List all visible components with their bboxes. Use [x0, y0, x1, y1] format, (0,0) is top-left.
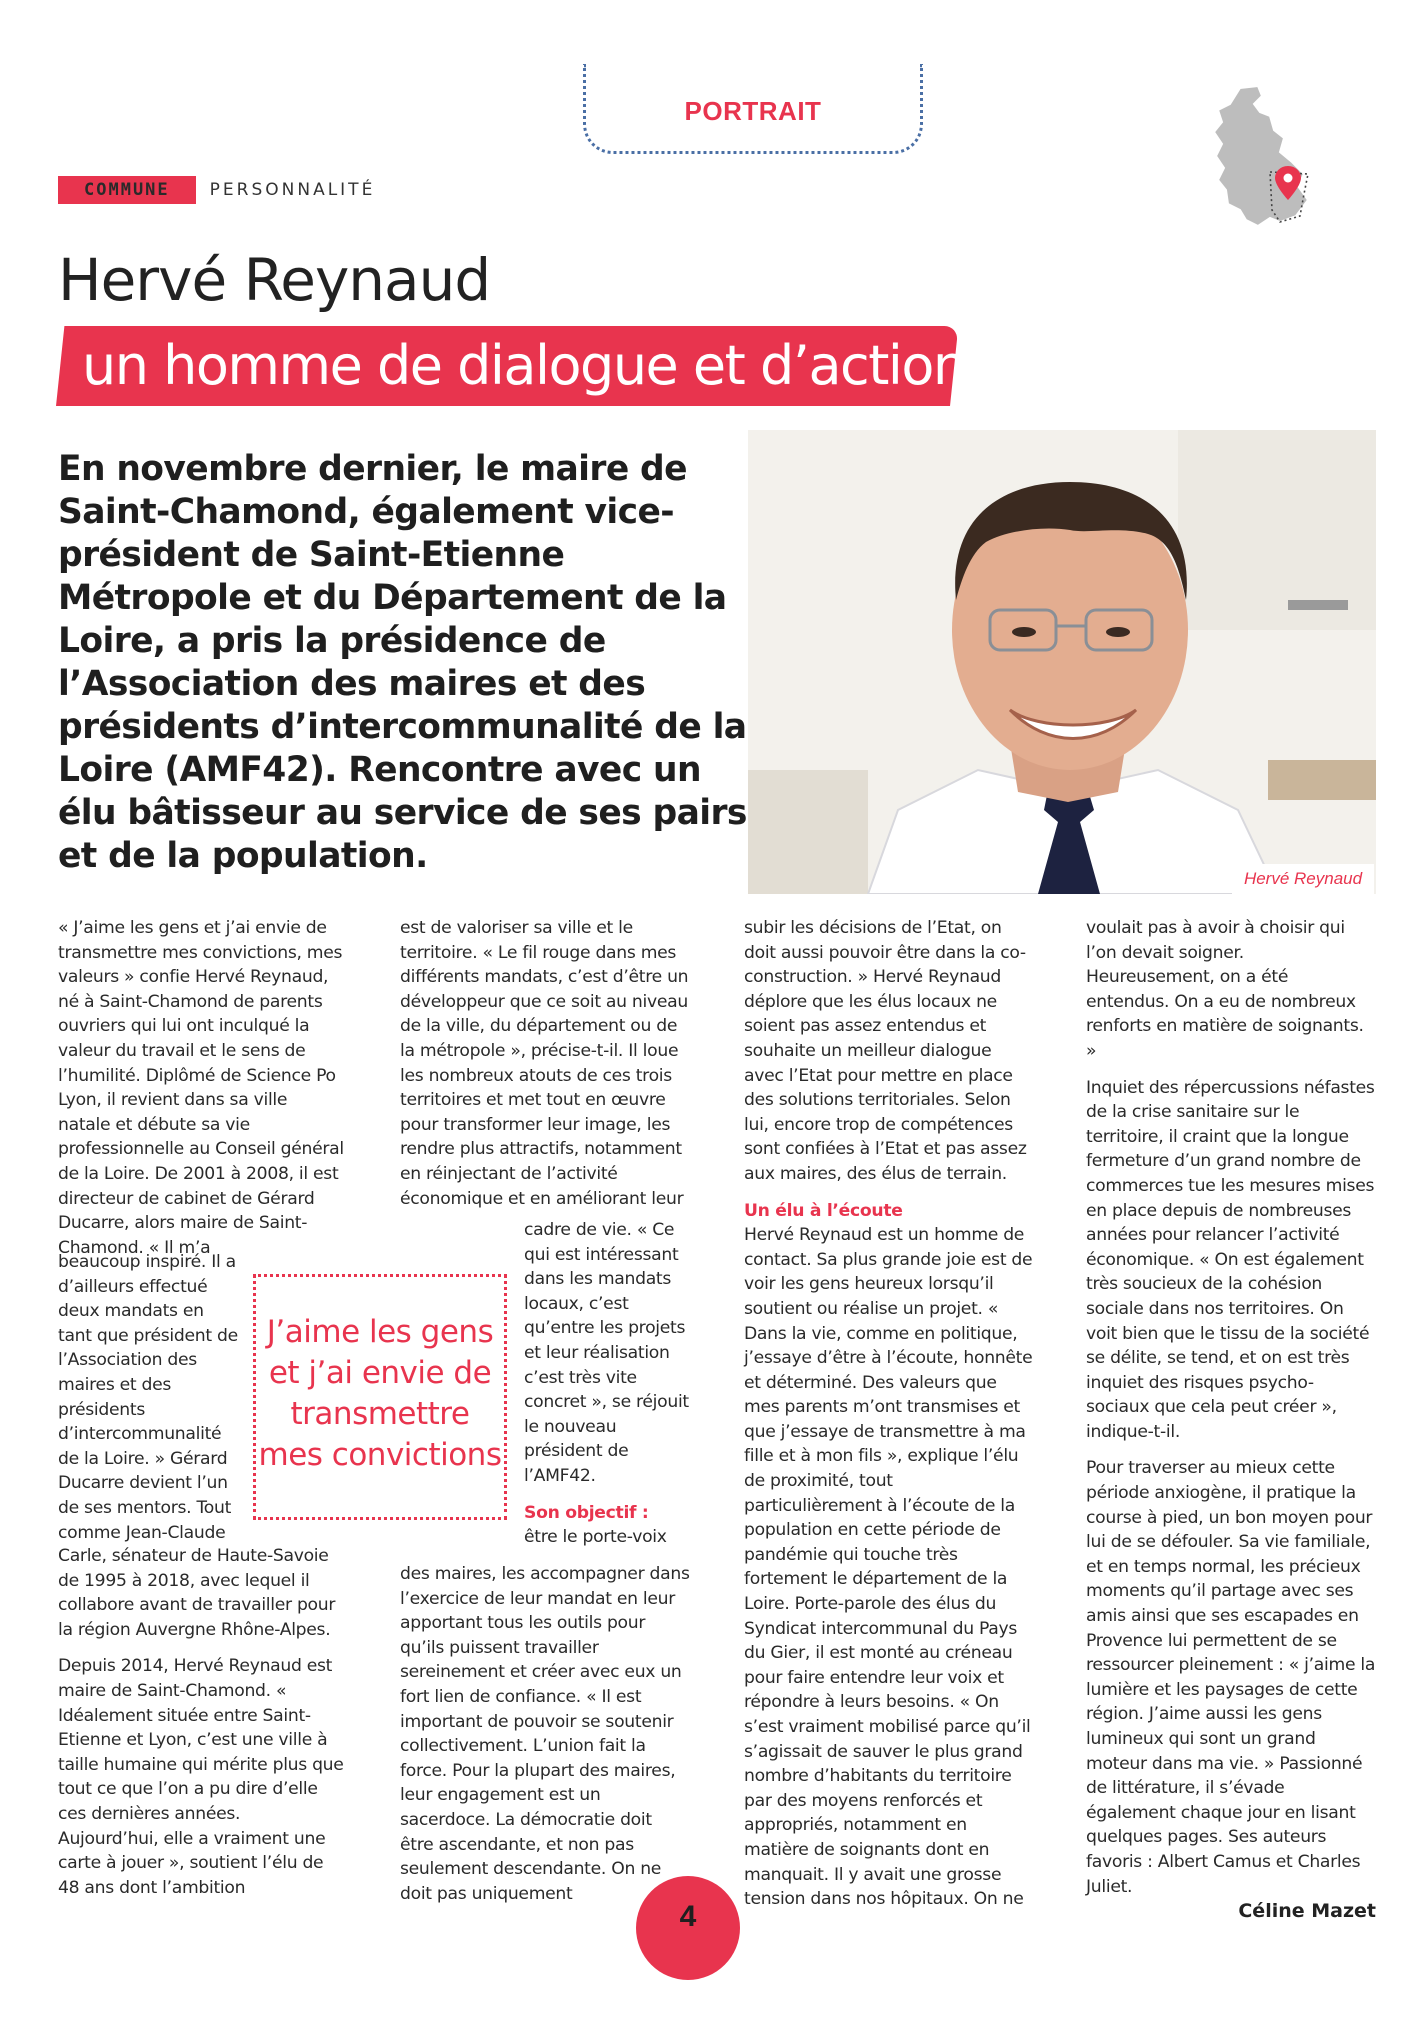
paragraph: des maires, les accompagner dans l’exercice de leur mandat en leur apportant tous les outils pour qu’ils puissent travailler sereinement et créer avec eux un fort lien de confiance. « Il est important de pouvoir se soutenir collectivement. L’union fait la force. Pour la plupart des maires, leur engagement est un sacerdoce. La démocratie doit être ascendante, et non pas seulement descendante. On ne doit pas uniquement [400, 1564, 690, 1904]
category-primary: COMMUNE [58, 176, 196, 204]
column-1-wrap [58, 1250, 242, 1557]
paragraph: beaucoup inspiré. Il a d’ailleurs effectué deux mandats en tant que président de l’Association des maires et des présidents d’intercommunalité de la Loire. » Gérard Ducarre devient l’un de ses mentors. Tout comme Jean-Claude [58, 1252, 238, 1543]
section-heading: Un élu à l’écoute [744, 1200, 903, 1221]
column-2-top [400, 916, 690, 1223]
paragraph: Pour traverser au mieux cette période anxiogène, il pratique la course à pied, un bon moyen pour lui de se défouler. Sa vie familiale, et en temps normal, les précieux moments qu’il partage avec ses amis ainsi que ses escapades en Provence lui permettent de se ressourcer pleinement : « j’aime la lumière et les paysages de cette région. J’aime aussi les gens lumineux qui sont un grand moteur dans ma vie. » Passionné de littérature, il s’évade également chaque jour en lisant quelques pages. Ses auteurs favoris : Albert Camus et Charles Juliet. [1086, 1458, 1376, 1897]
paragraph: subir les décisions de l’Etat, on doit aussi pouvoir être dans la co-construction. » Hervé Reynaud déplore que les élus locaux ne soient pas assez entendus et souhaite un meilleur dialogue avec l’Etat pour mettre en place des solutions territoriales. Selon lui, encore trop de compétences sont confiées à l’Etat et pas assez aux maires, des élus de terrain. [744, 918, 1027, 1184]
paragraph: Hervé Reynaud est un homme de contact. Sa plus grande joie est de voir les gens heureux lorsqu’il soutient ou réalise un projet. « Dans la vie, comme en politique, j’essaye d’être à l’écoute, honnête et déterminé. Des valeurs que mes parents m’ont transmises et que j’essaye de transmettre à ma fille et à mon fils », explique l’élu de proximité, tout particulièrement à l’écoute de la population en cette période de pandémie qui touche très fortement le département de la Loire. Porte-parole des élus du Syndicat intercommunal du Pays du Gier, il est monté au créneau pour faire entendre leur voix et répondre à leurs besoins. « On s’est vraiment mobilisé parce qu’il s’agissait de sauver le plus grand nombre d’habitants du territoire par des moyens renforcés et appropriés, notamment en matière de soignants dont en manquait. Il y avait une grosse tension dans nos hôpitaux. On ne [744, 1225, 1033, 1910]
paragraph: est de valoriser sa ville et le territoire. « Le fil rouge dans mes différents mandats, c’est d’être un développeur que ce soit au niveau de la ville, du département ou de la métropole », précise-t-il. Il loue les nombreux atouts de ces trois territoires et met tout en œuvre pour transformer leur image, les rendre plus attractifs, notamment en réinjectant de l’activité économique et en améliorant leur [400, 918, 689, 1209]
pull-quote: J’aime les gens et j’ai envie de transmettre mes convictions [258, 1314, 502, 1473]
paragraph: Depuis 2014, Hervé Reynaud est maire de Saint-Chamond. « Idéalement située entre Saint-Etienne et Lyon, c’est une ville à taille humaine qui mérite plus que tout ce que l’on a pu dire d’elle ces dernières années. Aujourd’hui, elle a vraiment une carte à jouer », soutient l’élu de 48 ans dont l’ambition [58, 1656, 344, 1898]
article-subtitle: un homme de dialogue et d’action [82, 334, 966, 397]
paragraph: « J’aime les gens et j’ai envie de transmettre mes convictions, mes valeurs » confie Hervé Reynaud, né à Saint-Chamond de parents ouvriers qui lui ont inculqué la valeur du travail et le sens de l’humilité. Diplômé de Science Po Lyon, il revient dans sa ville natale et débute sa vie professionnelle au Conseil général de la Loire. De 2001 à 2008, il est directeur de cabinet de Gérard Ducarre, alors maire de Saint-Chamond. « Il m’a [58, 918, 344, 1258]
column-2-wrap [524, 1218, 692, 1550]
section-heading: Son objectif : [524, 1502, 649, 1523]
article-intro: En novembre dernier, le maire de Saint-Chamond, également vice-président de Saint-Etienne Métropole et du Département de la Loire, a pris la présidence de l’Association des maires et des présidents d’intercommunalité de la Loire (AMF42). Rencontre avec un élu bâtisseur au service de ses pairs et de la population. [58, 449, 747, 876]
portrait-photo [748, 430, 1376, 894]
article-title: Hervé Reynaud [58, 246, 491, 314]
paragraph: Inquiet des répercussions néfastes de la crise sanitaire sur le territoire, il craint que la longue fermeture d’un grand nombre de commerces tue les mesures mises en place depuis de nombreuses années pour relancer l’activité économique. « On est également très soucieux de la cohésion sociale dans nos territoires. On voit bien que le tissu de la société se délite, se tend, et on est très inquiet des risques psycho-sociaux que cela peut créer », indique-t-il. [1086, 1077, 1375, 1442]
paragraph: cadre de vie. « Ce qui est intéressant dans les mandats locaux, c’est qu’entre les projets et leur réalisation c’est très vite concret », se réjouit le nouveau président de l’AMF42. [524, 1220, 689, 1486]
column-2-bottom [400, 1562, 690, 1918]
photo-caption: Hervé Reynaud [1232, 864, 1374, 894]
paragraph: voulait pas à avoir à choisir qui l’on devait soigner. Heureusement, on a été entendus. On a eu de nombreux renforts en matière de soignants. » [1086, 918, 1364, 1061]
category-secondary: PERSONNALITÉ [209, 180, 376, 200]
page-number: 4 [679, 1900, 697, 1933]
loire-map-icon [1200, 82, 1320, 232]
category-tag [58, 176, 375, 204]
column-3 [744, 916, 1034, 1924]
article-author: Céline Mazet [1238, 1900, 1376, 1922]
column-1-top [58, 916, 344, 1272]
column-1-bottom [58, 1544, 344, 1912]
paragraph: être le porte-voix [524, 1527, 667, 1548]
column-4 [1086, 916, 1376, 1911]
section-label: PORTRAIT [684, 96, 822, 126]
paragraph: Carle, sénateur de Haute-Savoie de 1995 à 2018, avec lequel il collabore avant de travailler pour la région Auvergne Rhône-Alpes. [58, 1546, 336, 1640]
